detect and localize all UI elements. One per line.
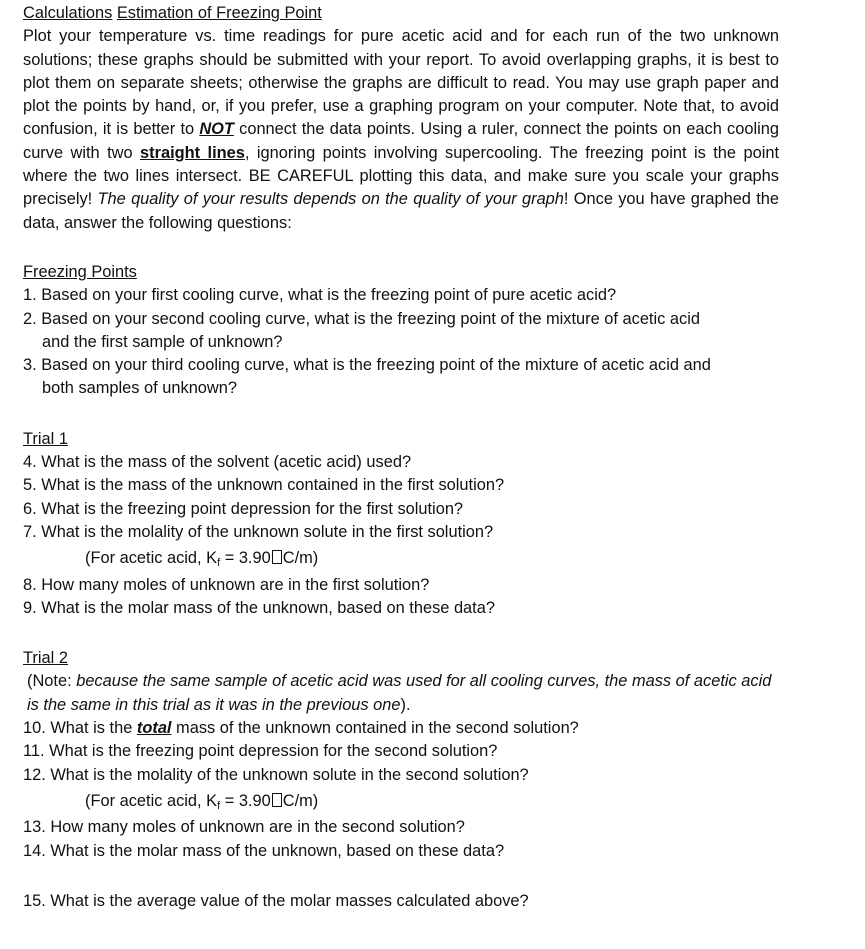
instructions-paragraph bbox=[23, 25, 779, 235]
trial-1-title: Trial 1 bbox=[23, 429, 68, 448]
question-2-line-1: 2. Based on your second cooling curve, what is the freezing point of the mixture of acetic acid bbox=[23, 309, 700, 328]
instructions-text-1: Plot your temperature vs. time readings for pure acetic acid and for each run of the two unknown solutions; these graphs should be submitted with your report. To avoid overlapping graphs, it is best to plot them on separate sheets; otherwise the graphs are difficult to read. You may use graph paper and plot the points by hand, or, if you prefer, use a graphing program on your computer. Note that, to avoid confusion, it is better to bbox=[23, 27, 779, 139]
instructions-text-2: connect the data points. Using a ruler, connect the points on each cooling curve with two bbox=[23, 120, 779, 162]
trial-2-title: Trial 2 bbox=[23, 649, 68, 668]
instructions-text-4: ! Once you have graphed the data, answer the following questions: bbox=[23, 190, 779, 232]
question-3-line-2: both samples of unknown? bbox=[42, 379, 237, 398]
question-13: 13. How many moles of unknown are in the second solution? bbox=[23, 818, 465, 837]
question-6: 6. What is the freezing point depression for the first solution? bbox=[23, 499, 464, 518]
trial-2-note-emphasis: because the same sample of acetic acid was used for all cooling curves, the mass of acetic acid is the same in this trial as it was in the previous one bbox=[27, 672, 772, 714]
trial-2-note: (Note: because the same sample of acetic acid was used for all cooling curves, the mass of acetic acid is the same in this trial as it was in the previous one). bbox=[27, 672, 772, 714]
question-9: 9. What is the molar mass of the unknown, based on these data? bbox=[23, 598, 495, 617]
question-7: 7. What is the molality of the unknown solute in the first solution? bbox=[23, 522, 494, 541]
question-1: 1. Based on your first cooling curve, what is the freezing point of pure acetic acid? bbox=[23, 286, 617, 305]
estimation-title: Estimation of Freezing Point bbox=[116, 4, 322, 22]
straight-lines-emphasis: straight lines bbox=[140, 143, 245, 162]
question-3-line-1: 3. Based on your third cooling curve, what is the freezing point of the mixture of acetic acid and bbox=[23, 356, 711, 375]
kf-formula-1: (For acetic acid, $K_f = 3.90$ C/m) bbox=[85, 549, 319, 570]
kf-formula-2: (For acetic acid, $K_f = 3.90$ C/m) bbox=[85, 791, 319, 812]
calculations-title: Calculations bbox=[23, 4, 113, 22]
question-2-line-2: and the first sample of unknown? bbox=[42, 332, 283, 351]
question-14: 14. What is the molar mass of the unknown, based on these data? bbox=[23, 841, 505, 860]
not-emphasis: NOT bbox=[199, 120, 234, 139]
question-4: 4. What is the mass of the solvent (acetic acid) used? bbox=[23, 453, 412, 472]
trial-2-section bbox=[23, 647, 783, 913]
instructions-text-3: , ignoring points involving supercooling. The freezing point is the point where the two lines intersect. BE CAREFUL plotting this data, and make sure you scale your graphs precisely! bbox=[23, 143, 780, 209]
question-5: 5. What is the mass of the unknown contained in the first solution? bbox=[23, 476, 505, 495]
trial-1-section bbox=[23, 428, 783, 620]
total-emphasis: total bbox=[136, 719, 172, 738]
question-11: 11. What is the freezing point depression for the second solution? bbox=[23, 742, 498, 761]
question-15: 15. What is the average value of the molar masses calculated above? bbox=[23, 891, 529, 910]
missing-degree-glyph-icon bbox=[272, 550, 282, 564]
freezing-points-section bbox=[23, 261, 783, 401]
question-12: 12. What is the molality of the unknown solute in the second solution? bbox=[23, 765, 529, 784]
quality-emphasis: The quality of your results depends on the quality of your graph bbox=[97, 190, 564, 209]
missing-degree-glyph-icon bbox=[272, 793, 282, 807]
calculations-heading bbox=[23, 2, 783, 25]
freezing-points-title: Freezing Points bbox=[23, 262, 137, 281]
question-10: 10. What is the total mass of the unknown contained in the second solution? bbox=[23, 719, 579, 738]
question-8: 8. How many moles of unknown are in the first solution? bbox=[23, 575, 430, 594]
